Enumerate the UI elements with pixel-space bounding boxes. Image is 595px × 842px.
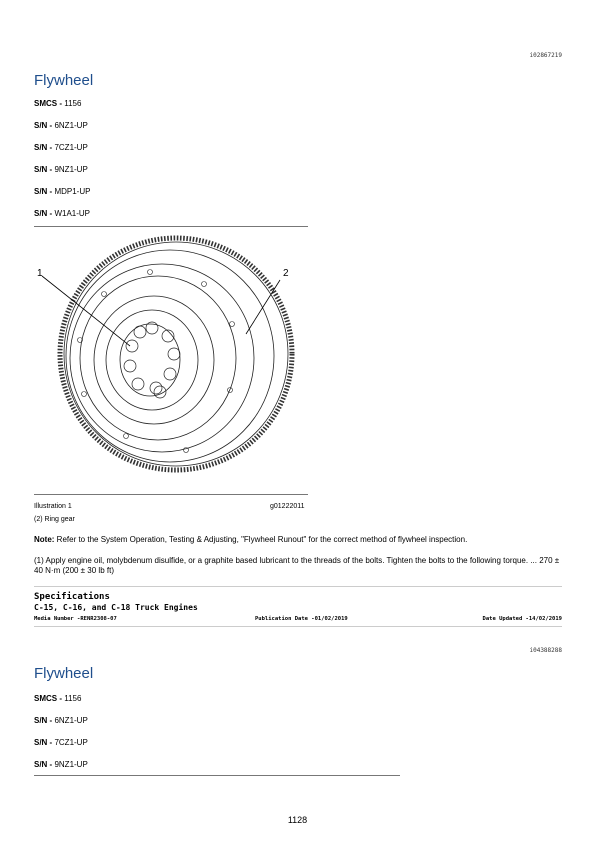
smcs-field: SMCS - 1156 xyxy=(34,694,82,703)
serial-field: S/N - MDP1-UP xyxy=(34,187,91,196)
note-paragraph: Note: Refer to the System Operation, Testing & Adjusting, "Flywheel Runout" for the correct method of flywheel inspection. xyxy=(34,535,468,544)
callout-1: 1 xyxy=(37,268,43,279)
page-title: Flywheel xyxy=(34,72,94,89)
callout-2: 2 xyxy=(283,268,289,279)
divider xyxy=(34,626,562,627)
serial-field: S/N - 7CZ1-UP xyxy=(34,143,88,152)
specifications-subheading: C-15, C-16, and C-18 Truck Engines xyxy=(34,603,198,612)
document-id: i02867219 xyxy=(529,52,562,59)
serial-field: S/N - 9NZ1-UP xyxy=(34,165,88,174)
publication-date: Publication Date -01/02/2019 xyxy=(255,616,348,622)
flywheel-illustration xyxy=(34,232,308,490)
divider xyxy=(34,586,562,587)
specifications-heading: Specifications xyxy=(34,592,110,602)
figure-legend: (2) Ring gear xyxy=(34,516,75,523)
serial-field: S/N - 7CZ1-UP xyxy=(34,738,88,747)
step-paragraph: (1) Apply engine oil, molybdenum disulfide, or a graphite based lubricant to the threads of the bolts. Tighten the bolts to the following torque. ... 270 ± 40 N·m (200 ± 30 lb ft) xyxy=(34,556,560,575)
smcs-field: SMCS - 1156 xyxy=(34,99,82,108)
divider xyxy=(34,494,308,495)
serial-field: S/N - 6NZ1-UP xyxy=(34,121,88,130)
serial-field: S/N - 6NZ1-UP xyxy=(34,716,88,725)
section-title: Flywheel xyxy=(34,665,94,682)
illustration-caption: Illustration 1 xyxy=(34,503,72,510)
serial-field: S/N - W1A1-UP xyxy=(34,209,91,218)
page-number: 1128 xyxy=(287,815,308,825)
divider xyxy=(34,775,400,776)
media-number: Media Number -RENR2308-07 xyxy=(34,616,117,622)
divider xyxy=(34,226,308,227)
document-id: i04388288 xyxy=(529,647,562,654)
date-updated: Date Updated -14/02/2019 xyxy=(482,616,562,622)
serial-field: S/N - 9NZ1-UP xyxy=(34,760,88,769)
graphic-id: g01222011 xyxy=(270,503,305,510)
